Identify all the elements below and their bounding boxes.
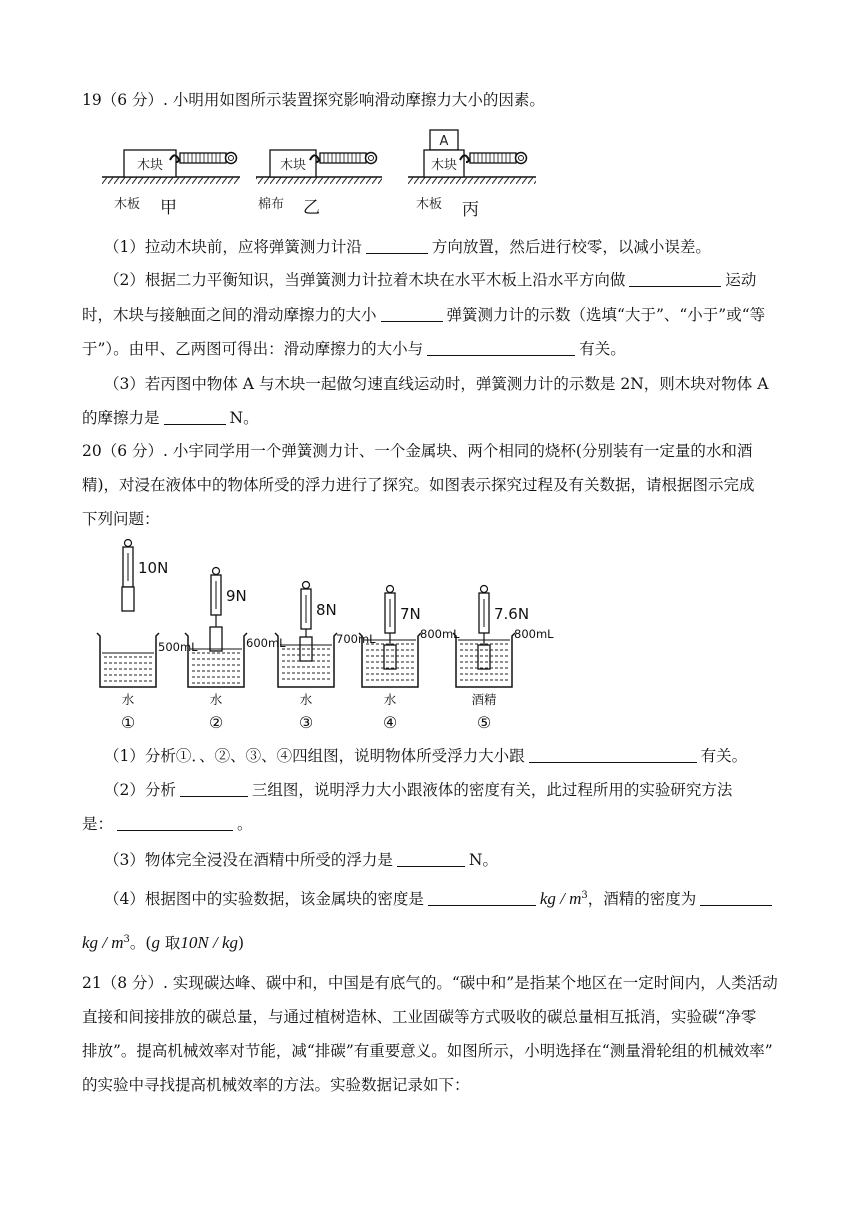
liquid-label: 水: [121, 692, 135, 707]
q19-part3-line2: 的摩擦力是 N。: [82, 409, 259, 427]
q19-part2-line3: 于”）。由甲、乙两图可得出：滑动摩擦力的大小与 有关。: [82, 340, 626, 358]
q20-part2-line2: 是： 。: [82, 815, 253, 833]
q20-part3: （3）物体完全浸没在酒精中所受的浮力是 N。: [104, 851, 498, 869]
panel-yi: [256, 150, 382, 218]
surface-label: 木板: [416, 197, 443, 212]
answer-blank[interactable]: [117, 815, 233, 831]
panel-label: 甲: [160, 198, 177, 218]
q21-line3: 排放”。提高机械效率对节能，减“排碳”有重要意义。如图所示，小明选择在“测量滑轮组的机械效率”: [82, 1042, 773, 1060]
answer-blank[interactable]: [397, 851, 465, 867]
metal-block: [478, 645, 490, 669]
volume-label: 600mL: [246, 636, 286, 650]
q19-part3: （3）若丙图中物体 A 与木块一起做匀速直线运动时，弹簧测力计的示数是 2N，则木块对物体 A: [104, 375, 769, 393]
setup-number: ②: [208, 713, 224, 732]
force-label: 9N: [226, 587, 247, 605]
q19-part2: （2）根据二力平衡知识，当弹簧测力计拉着木块在水平木板上沿水平方向做 运动: [104, 271, 757, 289]
panel-jia: [102, 150, 240, 218]
metal-block: [300, 637, 312, 661]
panel-label: 丙: [462, 200, 479, 220]
volume-label: 800mL: [420, 627, 460, 641]
answer-blank[interactable]: [427, 340, 575, 356]
q19-part1: （1）拉动木块前，应将弹簧测力计沿 方向放置，然后进行校零，以减小误差。: [104, 238, 711, 256]
answer-blank[interactable]: [164, 409, 226, 425]
liquid-label: 水: [209, 692, 223, 707]
setup-2: [185, 568, 286, 733]
setup-number: ⑤: [476, 713, 492, 732]
metal-block: [384, 645, 396, 669]
block-label: 木块: [279, 158, 307, 173]
volume-label: 700mL: [336, 632, 376, 646]
scale-ring: [303, 582, 310, 589]
block-label: 木块: [136, 158, 164, 173]
force-label: 7.6N: [494, 605, 530, 623]
answer-blank[interactable]: [381, 306, 443, 322]
scale-ring: [125, 540, 132, 547]
panel-label: 乙: [303, 198, 320, 218]
force-label: 8N: [316, 601, 337, 619]
setup-number: ④: [382, 713, 398, 732]
setup-number: ③: [298, 713, 314, 732]
panel-bing: [408, 130, 536, 220]
setup-number: ①: [120, 713, 136, 732]
answer-blank[interactable]: [529, 747, 697, 763]
box-a-label: A: [439, 134, 449, 149]
q20-part4-line2: kg / $m^3$。(g 取10N / kg): [82, 933, 245, 953]
metal-block: [122, 587, 134, 611]
metal-block: [210, 627, 222, 651]
scale-ring: [481, 586, 488, 593]
q19-heading: 19（6 分）. 小明用如图所示装置探究影响滑动摩擦力大小的因素。: [82, 91, 545, 109]
scale-ring: [213, 568, 220, 575]
answer-blank[interactable]: [180, 781, 248, 797]
q20-part1: （1）分析①．、②、③、④四组图，说明物体所受浮力大小跟 有关。: [104, 747, 748, 765]
q21-line4: 的实验中寻找提高机械效率的方法。实验数据记录如下：: [82, 1076, 470, 1094]
force-label: 7N: [400, 605, 421, 623]
q20-part2: （2）分析 三组图，说明浮力大小跟液体的密度有关，此过程所用的实验研究方法: [104, 781, 733, 799]
q20-line2: 精)，对浸在液体中的物体所受的浮力进行了探究。如图表示探究过程及有关数据，请根据图示完成: [82, 476, 755, 494]
liquid-label: 水: [299, 692, 313, 707]
volume-label: 500mL: [158, 640, 198, 654]
setup-1: [97, 540, 198, 733]
setup-4: [359, 586, 460, 733]
q21-line2: 直接和间接排放的碳总量，与通过植树造林、工业固碳等方式吸收的碳总量相互抵消，实验碳“净零: [82, 1008, 757, 1026]
force-label: 10N: [138, 559, 169, 577]
block-label: 木块: [430, 158, 458, 173]
q20-part4: （4）根据图中的实验数据，该金属块的密度是 kg / $m^3$，酒精的密度为: [104, 886, 804, 909]
setup-3: [275, 582, 376, 733]
answer-blank[interactable]: [366, 238, 428, 254]
q21-heading: 21（8 分）. 实现碳达峰、碳中和，中国是有底气的。“碳中和”是指某个地区在一定时间内，人类活动: [82, 974, 778, 992]
answer-blank[interactable]: [428, 890, 536, 906]
q19-part2-line2: 时，木块与接触面之间的滑动摩擦力的大小 弹簧测力计的示数（选填“大于”、“小于”或“等: [82, 306, 766, 324]
q20-line3: 下列问题：: [82, 510, 160, 528]
liquid-label: 水: [383, 692, 397, 707]
q20-heading: 20（6 分）. 小宇同学用一个弹簧测力计、一个金属块、两个相同的烧杯(分别装有一定量的水和酒: [82, 442, 753, 460]
surface-label: 棉布: [258, 197, 285, 212]
setup-5: [453, 586, 554, 733]
buoyancy-figure: [0, 535, 860, 735]
answer-blank[interactable]: [629, 271, 721, 287]
liquid-label: 酒精: [471, 692, 497, 707]
surface-label: 木板: [114, 197, 141, 212]
volume-label: 800mL: [514, 627, 554, 641]
beaker: [97, 633, 159, 687]
answer-blank[interactable]: [700, 890, 772, 906]
scale-ring: [387, 586, 394, 593]
